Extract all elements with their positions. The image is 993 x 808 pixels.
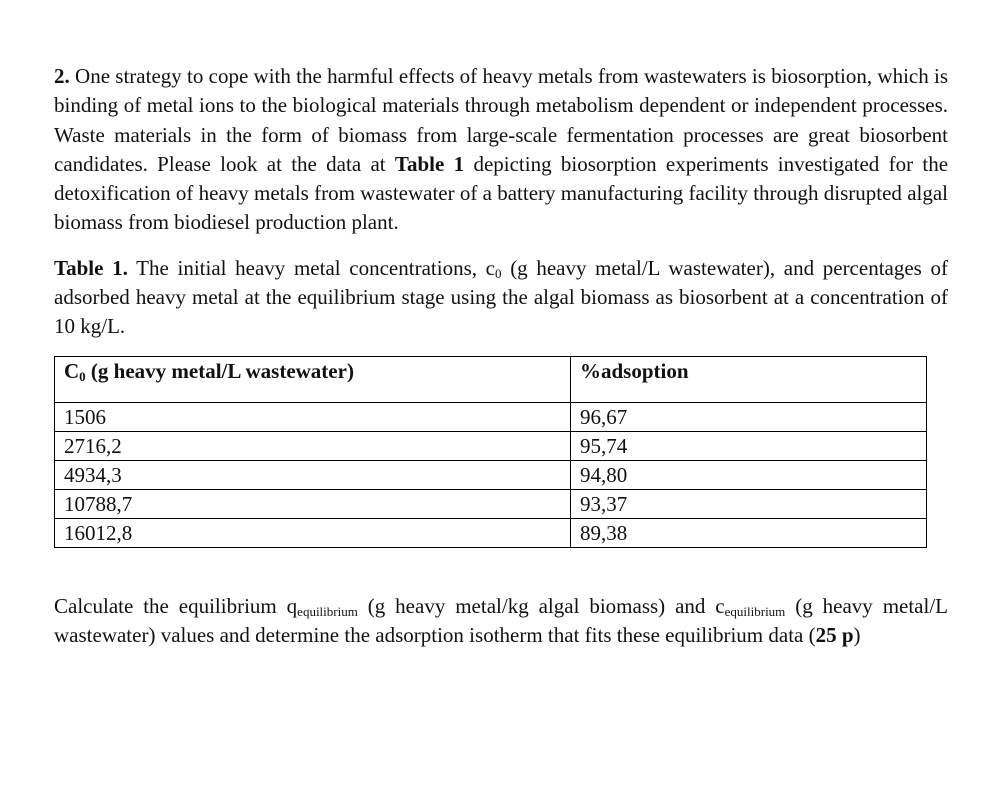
- task-paragraph: Calculate the equilibrium $q_{equilibrium}$ (g heavy metal/kg algal biomass) and $c_{equilibrium}$ (g heavy metal/L wastewater) values and determine the adsorption isotherm that fits these equilibrium data (25 p): [54, 593, 949, 647]
- data-table: [54, 356, 927, 548]
- cell-c0: 4934,3: [55, 460, 571, 489]
- table-row: [55, 402, 927, 431]
- table-reference: Table 1: [394, 151, 465, 176]
- subscript-q: equilibrium: [297, 603, 358, 619]
- caption-subscript: 0: [495, 265, 502, 281]
- table-caption: [54, 254, 948, 342]
- cell-adsorption: 95,74: [571, 431, 927, 460]
- table-row: [55, 518, 927, 547]
- table-row: [55, 431, 927, 460]
- table-header-row: [55, 356, 927, 402]
- subscript-c: equilibrium: [724, 603, 786, 619]
- cell-adsorption: 94,80: [571, 460, 927, 489]
- table-row: [55, 460, 927, 489]
- cell-adsorption: 93,37: [571, 489, 927, 518]
- caption-label: Table 1.: [54, 255, 128, 280]
- caption-text-start: The initial heavy metal concentrations, c: [136, 255, 495, 280]
- question-intro: One strategy to cope with the harmful effects of heavy metals from wastewaters is biosorption, which is binding of metal ions to the biological materials through metabolism dependent or independent processes. Waste materials in the form of biomass from large-scale fermentation processes are great biosorbent candidates. Please look at the data at: [54, 64, 948, 176]
- cell-c0: 16012,8: [55, 518, 571, 547]
- points-label: 25 p: [815, 622, 854, 647]
- question-paragraph: [54, 62, 948, 238]
- header-c0: $C_0$ (g heavy metal/L wastewater): [55, 356, 571, 402]
- question-intro-end: depicting biosorption experiments investigated for the detoxification of heavy metals from wastewater of a battery manufacturing facility through disrupted algal biomass from biodiesel production plant.: [54, 151, 949, 235]
- table-row: [55, 489, 927, 518]
- cell-c0: 2716,2: [55, 431, 571, 460]
- question-number: 2.: [54, 64, 70, 88]
- cell-adsorption: 89,38: [571, 518, 927, 547]
- cell-c0: 10788,7: [55, 489, 571, 518]
- cell-c0: 1506: [55, 402, 571, 431]
- header-adsorption: %adsoption: [571, 356, 927, 402]
- cell-adsorption: 96,67: [571, 402, 927, 431]
- caption-text-end: (g heavy metal/L wastewater), and percentages of adsorbed heavy metal at the equilibrium stage using the algal biomass as biosorbent at a concentration of 10 kg/L.: [54, 255, 949, 339]
- document-page: [54, 62, 948, 650]
